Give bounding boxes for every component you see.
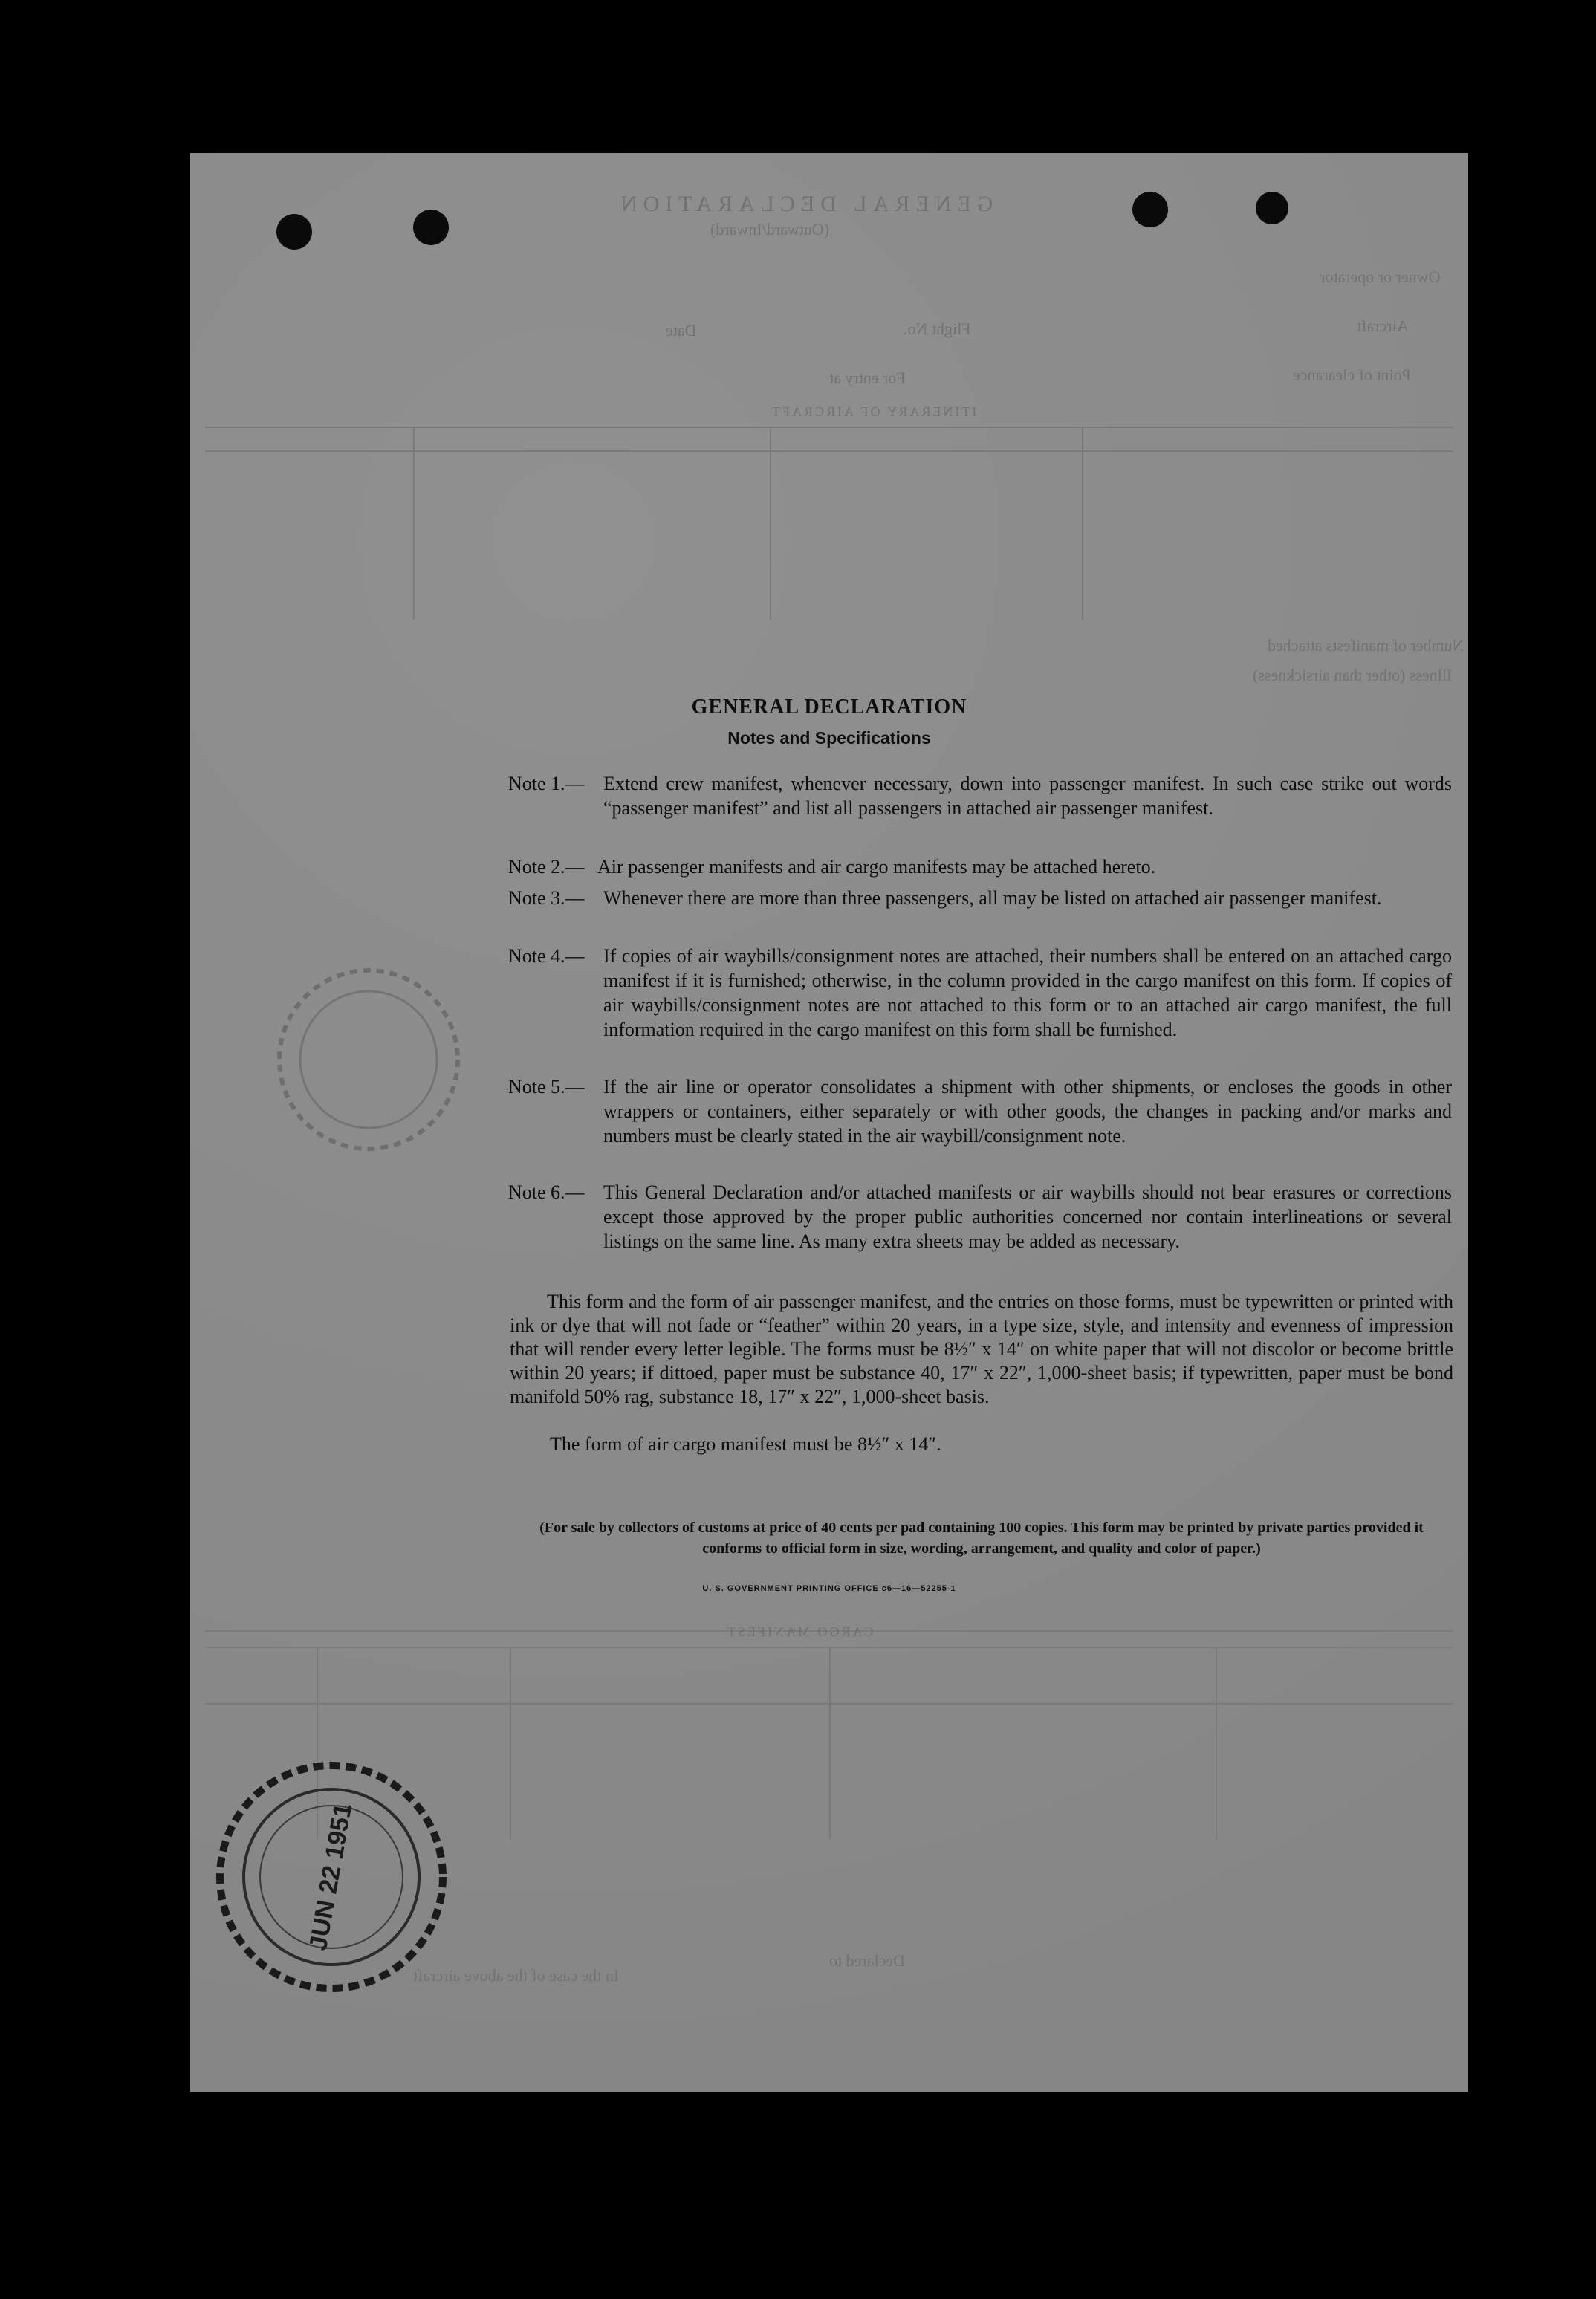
note-2 (508, 855, 1452, 879)
note-4-label: Note 4.— (508, 945, 585, 967)
note-4 (508, 944, 1452, 1042)
ghost-date: Date (666, 321, 697, 340)
ghost-declared: Declared to (829, 1951, 905, 1970)
heading: GENERAL DECLARATION (691, 695, 967, 719)
ghost-point: Point of clearance (1293, 366, 1411, 384)
note-3-label: Note 3.— (508, 887, 585, 909)
note-2-label: Note 2.— (508, 856, 585, 878)
stamp-date: JUN 22 1951 (303, 1800, 358, 1953)
note-1-label: Note 1.— (508, 773, 585, 794)
ghost-subtitle: (Outward/Inward) (710, 220, 830, 239)
ghost-itinerary: ITINERARY OF AIRCRAFT (770, 404, 977, 419)
cargo-line: The form of air cargo manifest must be 8½″ x 14″. (550, 1433, 941, 1455)
note-6-text: This General Declaration and/or attached manifests or air waybills should not bear erasures or corrections except those approved by the proper public authorities concerned nor contain interlineations or several listings on the same line. As many extra sheets may be added as necessary. (603, 1181, 1452, 1252)
ghost-owner: Owner or operator (1320, 267, 1441, 286)
note-5-label: Note 5.— (508, 1076, 585, 1097)
note-3-text: Whenever there are more than three passengers, all may be listed on attached air passenger manifest. (603, 887, 1382, 909)
form-paragraph (510, 1290, 1453, 1409)
note-1-text: Extend crew manifest, whenever necessary, down into passenger manifest. In such case strike out words “passenger manifest” and list all passengers in attached air passenger manifest. (603, 773, 1452, 819)
form-paragraph-text: This form and the form of air passenger manifest, and the entries on those forms, must be typewritten or printed with ink or dye that will not fade or “feather” within 20 years, in a type size, style, and intensity and evenness of impression that will render every letter legible. The forms must be 8½″ x 14″ on white paper that will not discolor or become brittle within 20 years; if dittoed, paper must be substance 40, 17″ x 22″, 1,000-sheet basis; if typewritten, paper must be bond manifold 50% rag, substance 18, 17″ x 22″, 1,000-sheet basis. (510, 1291, 1453, 1407)
ghost-entry: For entry at (829, 369, 906, 387)
ghost-flight-no: Flight No. (904, 320, 971, 338)
ghost-in-the: In the case of the above aircraft (413, 1966, 620, 1985)
note-6 (508, 1180, 1452, 1254)
subheading: Notes and Specifications (727, 728, 931, 748)
note-5-text: If the air line or operator consolidates a shipment with other shipments, or encloses the goods in other wrappers or containers, either separately or with other goods, the changes in packing and/or marks and numbers must be clearly stated in the air waybill/consignment note. (603, 1076, 1452, 1147)
ghost-manifests: Number of manifests attached (1268, 636, 1464, 655)
note-6-label: Note 6.— (508, 1181, 585, 1203)
note-4-text: If copies of air waybills/consignment notes are attached, their numbers shall be entered on an attached cargo manifest if it is furnished; otherwise, in the column provided in the cargo manifest on this form. If copies of air waybills/consignment notes are not attached to this form or to an attached air cargo manifest, the full information required in the cargo manifest on this form shall be furnished. (603, 945, 1452, 1040)
note-1 (508, 771, 1452, 820)
main-content (190, 153, 1468, 2092)
document-sheet (190, 153, 1468, 2092)
ghost-cargo-manifest: CARGO MANIFEST (725, 1624, 874, 1639)
sale-note: (For sale by collectors of customs at price of 40 cents per pad containing 100 copies. This form may be printed by private parties provided it conforms to official form in size, wording, arrangement, and quality and color of paper.) (539, 1520, 1424, 1557)
note-3 (508, 886, 1452, 910)
ghost-title: GENERAL DECLARATION (615, 192, 993, 216)
ghost-illness: Illness (other than airsickness) (1253, 666, 1453, 684)
note-5 (508, 1074, 1452, 1148)
ghost-aircraft: Aircraft (1357, 317, 1409, 335)
note-2-text: Air passenger manifests and air cargo manifests may be attached hereto. (597, 856, 1156, 878)
gpo-line: U. S. GOVERNMENT PRINTING OFFICE c6—16—52255-1 (702, 1584, 956, 1593)
